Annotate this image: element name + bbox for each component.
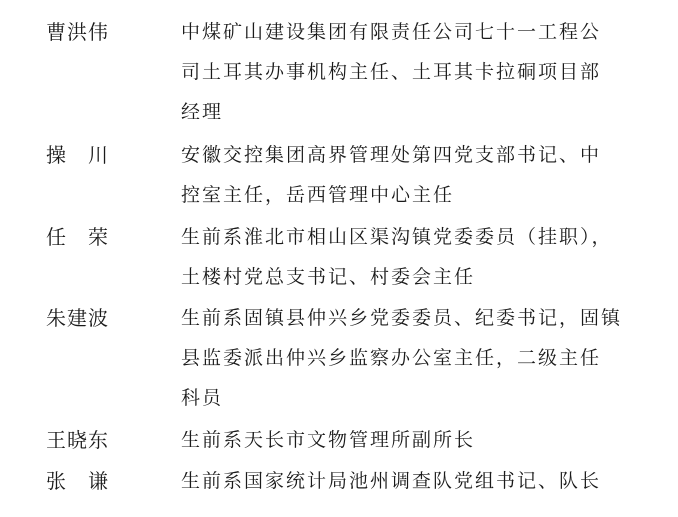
description-line: 控室主任，岳西管理中心主任 xyxy=(181,184,455,206)
description-line: 中煤矿山建设集团有限责任公司七十一工程公 xyxy=(181,21,602,43)
person-name: 王晓东 xyxy=(46,428,109,452)
description-line: 司土耳其办事机构主任、土耳其卡拉硐项目部 xyxy=(181,61,602,83)
person-name: 曹洪伟 xyxy=(46,20,109,44)
person-name: 任 荣 xyxy=(46,225,109,249)
person-name: 张 谦 xyxy=(46,469,109,493)
description-line: 安徽交控集团高界管理处第四党支部书记、中 xyxy=(181,144,602,166)
description-line: 生前系国家统计局池州调查队党组书记、队长 xyxy=(181,470,602,492)
description-line: 科员 xyxy=(181,387,224,409)
person-description xyxy=(181,12,651,132)
person-description xyxy=(181,298,651,418)
person-name: 操 川 xyxy=(46,143,109,167)
description-line: 经理 xyxy=(181,101,224,123)
description-line: 生前系固镇县仲兴乡党委委员、纪委书记，固镇 xyxy=(181,307,623,329)
description-line: 生前系淮北市相山区渠沟镇党委委员（挂职）， xyxy=(181,226,613,248)
description-line: 土楼村党总支书记、村委会主任 xyxy=(181,266,476,288)
person-name: 朱建波 xyxy=(46,306,109,330)
description-line: 生前系天长市文物管理所副所长 xyxy=(181,429,476,451)
person-description xyxy=(181,135,651,215)
description-line: 县监委派出仲兴乡监察办公室主任，二级主任 xyxy=(181,347,602,369)
person-description xyxy=(181,420,651,460)
person-description xyxy=(181,217,651,297)
person-description xyxy=(181,461,651,501)
